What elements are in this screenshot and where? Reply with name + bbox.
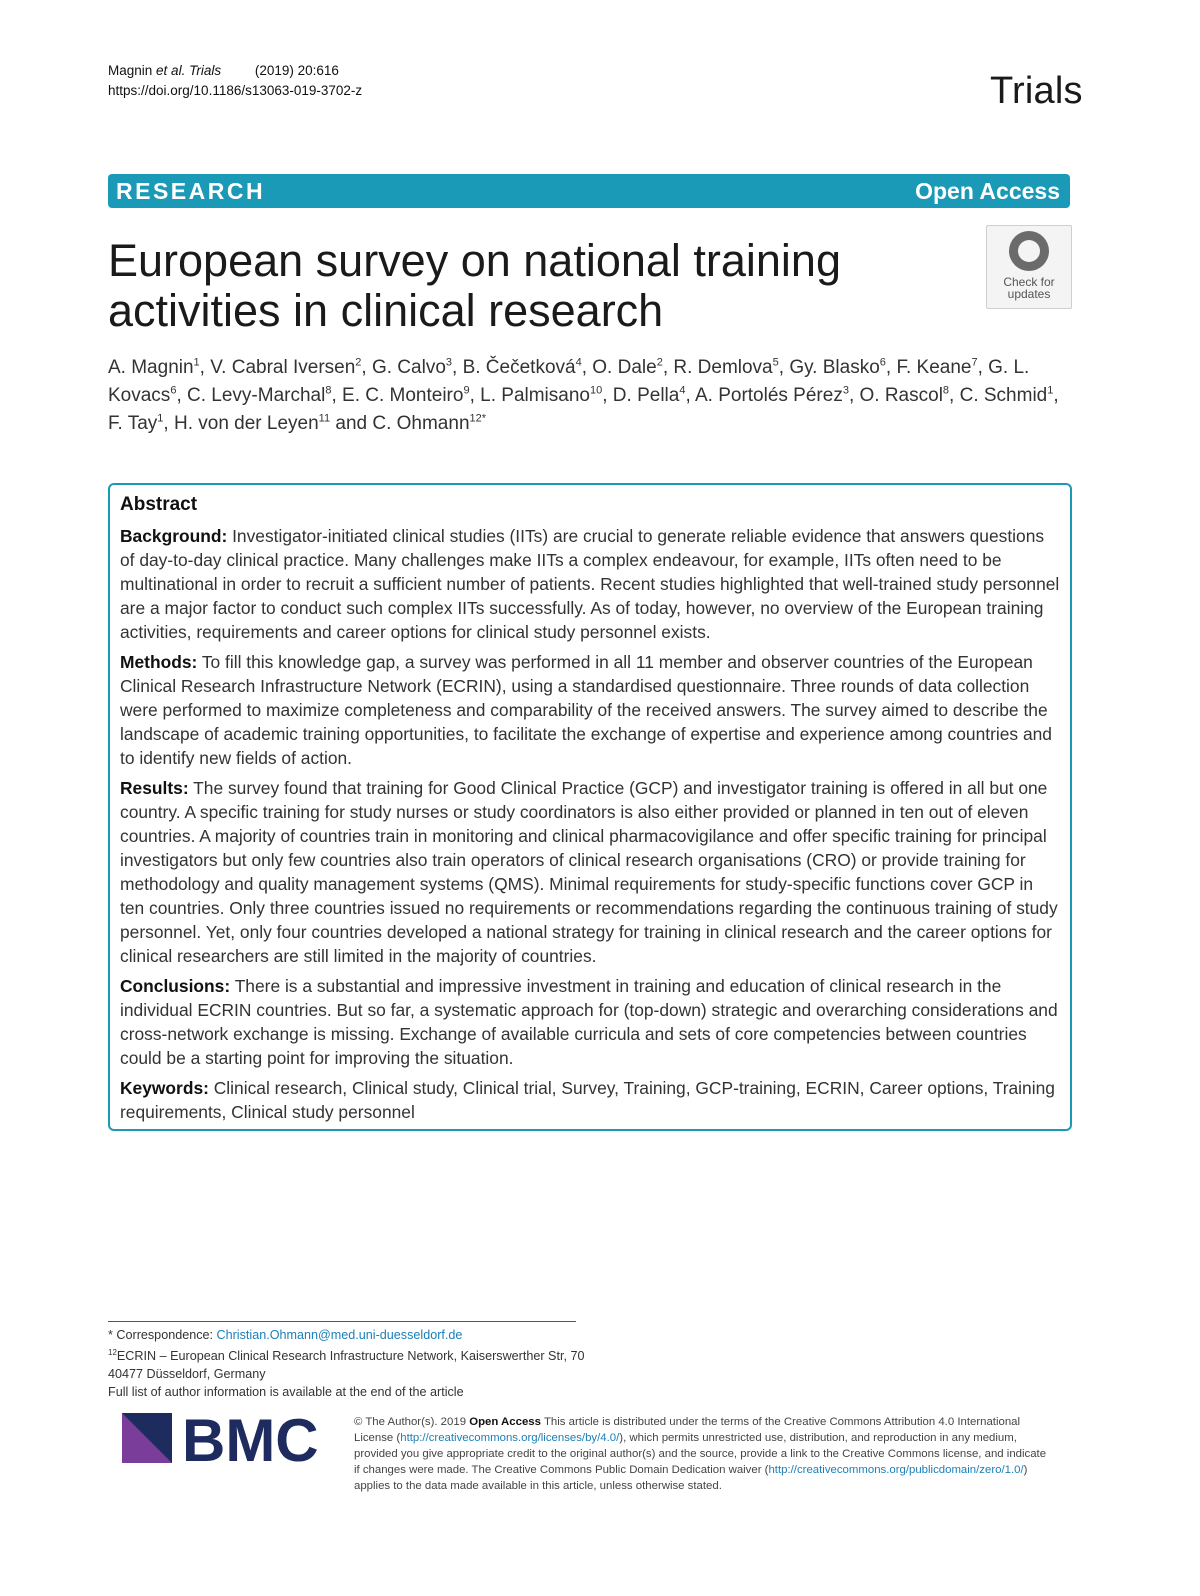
author-name: O. Dale <box>592 357 657 378</box>
check-updates-line2: updates <box>1007 287 1051 301</box>
author-name: C. Ohmann <box>372 413 470 434</box>
article-type-banner <box>108 174 1070 208</box>
check-for-updates-label <box>987 276 1071 300</box>
author-affiliation: 2 <box>656 356 663 369</box>
affiliation-number: 12 <box>108 1348 117 1357</box>
citation-authors: Magnin <box>108 63 153 78</box>
author-name: C. Schmid <box>959 385 1048 406</box>
author-affiliation: 7 <box>971 356 978 369</box>
author-name: F. Keane <box>896 357 972 378</box>
section-label: Conclusions: <box>120 976 231 996</box>
citation-journal: Trials <box>189 63 222 78</box>
license-text-1: This article is distributed under the terms of the Creative Commons Attribution 4.0 International License ( <box>354 1416 1021 1444</box>
author-info-note: Full list of author information is available at the end of the article <box>108 1385 464 1400</box>
section-label: Methods: <box>120 652 198 672</box>
update-icon <box>1009 231 1049 271</box>
abstract-heading: Abstract <box>120 494 198 515</box>
open-access-label: Open Access <box>915 178 1060 204</box>
correspondence-line <box>108 1326 608 1344</box>
bmc-logo-text: BMC <box>182 1407 319 1467</box>
author-affiliation: 5 <box>772 356 779 369</box>
author-name: E. C. Monteiro <box>342 385 464 406</box>
check-for-updates-button[interactable] <box>986 225 1072 309</box>
author-affiliation: 3 <box>445 356 453 369</box>
footnote-divider <box>108 1321 576 1322</box>
public-domain-url-link[interactable]: http://creativecommons.org/publicdomain/zero/1.0/ <box>768 1464 1024 1476</box>
author-name: F. Tay <box>108 413 158 434</box>
title-line-2: activities in clinical research <box>108 285 664 336</box>
section-label: Results: <box>120 778 189 798</box>
section-label: Background: <box>120 526 228 546</box>
section-text: Clinical research, Clinical study, Clinical trial, Survey, Training, GCP-training, ECRIN, Career options, Training requirements, Clinical study personnel <box>120 1078 1055 1122</box>
author-affiliation: 3 <box>842 384 849 397</box>
author-name: C. Levy-Marchal <box>187 385 326 406</box>
section-label: Keywords: <box>120 1078 209 1098</box>
author-name: H. von der Leyen <box>173 413 319 434</box>
author-name: A. Magnin <box>108 357 194 378</box>
author-affiliation: 1 <box>157 412 164 425</box>
abstract-results <box>120 776 1060 968</box>
author-affiliation: 4 <box>575 356 582 369</box>
author-affiliation: 9 <box>463 384 470 397</box>
citation-line <box>108 61 362 81</box>
abstract-box <box>108 483 1072 1131</box>
correspondence-email-link[interactable]: Christian.Ohmann@med.uni-duesseldorf.de <box>216 1328 463 1342</box>
citation-header <box>108 61 362 101</box>
author-affiliation: 6 <box>879 356 886 369</box>
correspondence-footnote <box>108 1326 608 1401</box>
citation-volume: (2019) 20:616 <box>254 63 339 78</box>
author-name: G. Calvo <box>371 357 446 378</box>
title-line-1: European survey on national training <box>108 235 841 286</box>
citation-etal: et al. <box>156 63 186 78</box>
author-affiliation: 10 <box>589 384 603 397</box>
affiliation-text: ECRIN – European Clinical Research Infrastructure Network, Kaiserswerther Str, 70 40477 Düsseldorf, Germany <box>108 1349 585 1382</box>
author-affiliation: 2 <box>355 356 362 369</box>
copyright-text: © The Author(s). 2019 <box>354 1416 467 1428</box>
check-updates-line1: Check for <box>1003 275 1055 289</box>
abstract-methods <box>120 650 1060 770</box>
abstract-conclusions <box>120 974 1060 1070</box>
author-affiliation: 1 <box>193 356 200 369</box>
section-text: The survey found that training for Good Clinical Practice (GCP) and investigator training is offered in all but one country. A specific training for study nurses or study coordinators is also either provided or planned in ten out of eleven countries. A majority of countries train in monitoring and clinical pharmacovigilance and offer specific training for principal investigators but only few countries also train operators of clinical research organisations (CRO) or provide training for methodology and quality management systems (QMS). Minimal requirements for study-specific functions cover GCP in ten countries. Only three countries issued no requirements or recommendations regarding the continuous training of study personnel. Yet, only four countries developed a national strategy for training in clinical research and the career options for clinical researchers are still limited in the majority of countries. <box>120 778 1058 966</box>
author-list: A. Magnin$^1$, V. Cabral Iversen$^2$, G. Calvo$^3$, B. Čečetková$^4$, O. Dale$^2$, R. Demlova$^5$, Gy. Blasko$^6$, F. Keane$^7$, G. L. Kovacs$^6$, C. Levy-Marchal$^8$, E. C. Monteiro$^9$, L. Palmisano$^{10}$, D. Pella$^4$, A. Portolés Pérez$^3$, O. Rascol$^8$, C. Schmid$^1$, F. Tay$^1$, H. von der Leyen$^{11}$ and C. Ohmann$^{12*}$ <box>108 356 1059 434</box>
section-text: Investigator-initiated clinical studies (IITs) are crucial to generate reliable evidence that answers questions of day-to-day clinical practice. Many challenges make IITs a complex endeavour, for example, IITs often need to be multinational in order to recruit a sufficient number of patients. Recent studies highlighted that well-trained study personnel are a major factor to conduct such complex IITs successfully. As of today, however, no overview of the European training activities, requirements and career options for clinical study personnel exists. <box>120 526 1060 642</box>
bmc-logo[interactable] <box>122 1407 332 1467</box>
affiliation-line <box>108 1344 608 1383</box>
author-affiliation: 8 <box>942 384 950 397</box>
article-type-label: RESEARCH <box>116 178 266 204</box>
license-url-link[interactable]: http://creativecommons.org/licenses/by/4.0/ <box>400 1432 620 1444</box>
author-name: D. Pella <box>612 385 680 406</box>
doi-link[interactable]: https://doi.org/10.1186/s13063-019-3702-z <box>108 83 363 98</box>
license-statement <box>354 1414 1054 1494</box>
author-name: O. Rascol <box>859 385 943 406</box>
article-title <box>108 236 968 336</box>
author-affiliation: 12* <box>469 412 487 425</box>
license-text-2: ), which permits unrestricted use, distribution, and reproduction in any medium, provided you give appropriate credit to the original author(s) and the source, provide a link to the Creative Commons license, and indicate if changes were made. The Creative Commons Public Domain Dedication waiver ( <box>354 1432 1047 1476</box>
author-affiliation: 4 <box>679 384 686 397</box>
section-text: There is a substantial and impressive investment in training and education of clinical research in the individual ECRIN countries. But so far, a systematic approach for (top-down) strategic and overarching considerations and cross-network exchange is missing. Exchange of available curricula and sets of core competencies between countries could be a starting point for improving the situation. <box>120 976 1058 1068</box>
license-text-3: ) applies to the data made available in this article, unless otherwise stated. <box>354 1464 1028 1492</box>
correspondence-label: * Correspondence: <box>108 1328 214 1342</box>
author-name: L. Palmisano <box>480 385 590 406</box>
author-name: A. Portolés Pérez <box>694 385 843 406</box>
author-conjunction: and <box>330 413 373 434</box>
author-name: V. Cabral Iversen <box>210 357 356 378</box>
author-affiliation: 11 <box>318 412 331 425</box>
author-name: G. L. Kovacs <box>108 357 1030 406</box>
author-name: R. Demlova <box>673 357 773 378</box>
author-affiliation: 8 <box>325 384 332 397</box>
open-access-text: Open Access <box>469 1416 541 1428</box>
author-affiliation: 1 <box>1047 384 1054 397</box>
author-name: B. Čečetková <box>462 357 576 378</box>
author-affiliation: 6 <box>170 384 177 397</box>
abstract-keywords <box>120 1076 1060 1124</box>
author-name: Gy. Blasko <box>789 357 880 378</box>
section-text: To fill this knowledge gap, a survey was performed in all 11 member and observer countries of the European Clinical Research Infrastructure Network (ECRIN), using a standardised questionnaire. Three rounds of data collection were performed to maximize completeness and comparability of the received answers. The survey aimed to describe the landscape of academic training opportunities, to facilitate the exchange of expertise and experience among countries and to identify new fields of action. <box>120 652 1052 768</box>
abstract-background <box>120 524 1060 644</box>
journal-name: Trials <box>990 70 1083 112</box>
